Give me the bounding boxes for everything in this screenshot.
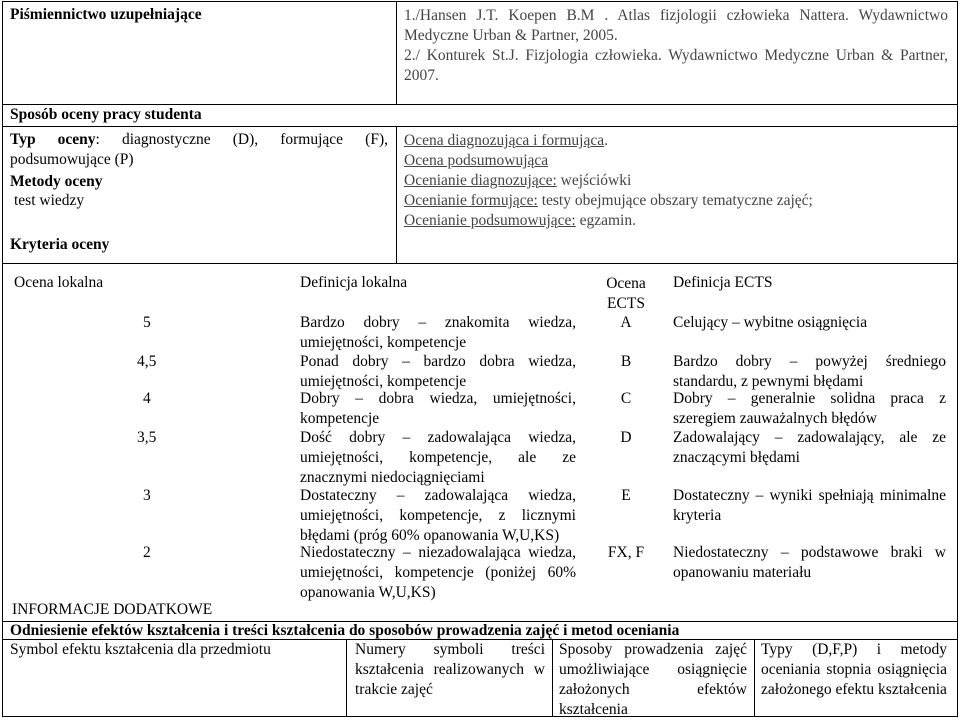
literature-label: Piśmiennictwo uzupełniające [10, 6, 202, 23]
border-after-criteria [2, 263, 958, 264]
border-col-b [346, 639, 347, 717]
grade-row-5-local-def: Dostateczny – zadowalająca wiedza, umiejętności, kompetencje, z licznymi błędami (próg 60% opanowania W,U,KS) [300, 487, 576, 544]
assessment-line-1-text: Ocena diagnozująca i formująca [404, 132, 605, 149]
grade-row-1-local-def: Bardzo dobry – znakomita wiedza, umiejętności, kompetencje [300, 314, 576, 351]
additional-subtitle: Odniesienie efektów kształcenia i treści kształcenia do sposobów prowadzenia zajęć i metod oceniania [10, 622, 680, 639]
border-after-assessment-title [2, 126, 958, 127]
assessment-type-text: : diagnostyczne (D), formujące (F), podsumowujące (P) [10, 131, 388, 168]
grade-row-4-local: 3,5 [137, 429, 157, 446]
additional-col-4: Typy (D,F,P) i metody oceniania stopnia osiągnięcia założonego efektu kształcenia [761, 641, 947, 698]
border-after-literature [2, 104, 958, 105]
assessment-line-4-label: Ocenianie formujące: [404, 192, 538, 209]
grade-row-6-local-def: Niedostateczny – niezadowalająca wiedza, umiejętności, kompetencje (poniżej 60% opanowania W,U,KS) [300, 544, 576, 601]
assessment-line-3 [404, 171, 952, 191]
assessment-line-5-label: Ocenianie podsumowujące: [404, 212, 576, 229]
additional-col-1: Symbol efektu kształcenia dla przedmiotu [10, 641, 271, 658]
grade-row-3-local-def: Dobry – dobra wiedza, umiejętności, kompetencje [300, 390, 576, 427]
assessment-line-3-label: Ocenianie diagnozujące: [404, 172, 557, 189]
border-mid-literature [396, 1, 397, 105]
literature-item-2: 2./ Konturek St.J. Fizjologia człowieka. Wydawnictwo Medyczne Urban & Partner, 2007. [404, 47, 948, 84]
grade-row-5-local: 3 [143, 487, 151, 504]
assessment-line-4 [404, 191, 952, 211]
border-col-c [552, 639, 553, 717]
assessment-type-label: Typ oceny [10, 131, 96, 148]
grade-row-4-ects: D [620, 429, 632, 446]
grade-row-2-local-def: Ponad dobry – bardzo dobra wiedza, umiejętności, kompetencje [300, 353, 576, 390]
assessment-line-4-text: testy obejmujące obszary tematyczne zajęć; [537, 192, 813, 209]
grades-header-ects: Ocena ECTS [606, 275, 646, 312]
grade-row-2-ects-def: Bardzo dobry – powyżej średniego standardu, z pewnymi błędami [673, 353, 946, 390]
assessment-criteria-label: Kryteria oceny [10, 236, 110, 253]
grade-row-3-ects-def: Dobry – generalnie solidna praca z szeregiem zauważalnych błędów [673, 390, 946, 427]
assessment-details [404, 131, 952, 231]
assessment-line-2 [404, 151, 952, 171]
additional-col-3: Sposoby prowadzenia zajęć umożliwiające osiągnięcie założonych efektów kształcenia [559, 641, 747, 718]
grade-row-2-local: 4,5 [137, 353, 157, 370]
grade-row-6-local: 2 [143, 544, 151, 561]
grade-row-1-ects: A [620, 314, 632, 331]
assessment-type [10, 130, 388, 170]
grade-row-6-ects: FX, F [607, 544, 645, 561]
border-left [2, 1, 3, 717]
grades-header-local-def: Definicja lokalna [300, 274, 408, 291]
grade-row-3-local: 4 [143, 390, 151, 407]
assessment-section-title: Sposób oceny pracy studenta [10, 106, 202, 123]
border-right [957, 1, 958, 717]
grade-row-5-ects-def: Dostateczny – wyniki spełniają minimalne kryteria [673, 487, 946, 524]
grade-row-1-ects-def: Celujący – wybitne osiągnięcia [673, 314, 868, 331]
assessment-line-3-text: wejściówki [556, 172, 632, 189]
border-col-d [754, 639, 755, 717]
border-mid-assessment [396, 126, 397, 264]
additional-title: INFORMACJE DODATKOWE [12, 601, 213, 618]
grades-header-ects-def: Definicja ECTS [673, 274, 773, 291]
assessment-methods-label: Metody oceny [10, 173, 103, 190]
grade-row-4-ects-def: Zadowalający – zadowalający, ale ze znaczącymi błędami [673, 429, 946, 466]
grade-row-4-local-def: Dość dobry – zadowalająca wiedza, umiejętności, kompetencje, ale ze znacznymi niedociągnięciami [300, 429, 576, 486]
assessment-methods-text: test wiedzy [14, 192, 85, 209]
assessment-line-1 [404, 131, 952, 151]
border-top [2, 1, 958, 2]
literature-item-1: 1./Hansen J.T. Koepen B.M . Atlas fizjologii człowieka Nattera. Wydawnictwo Medyczne Urban & Partner, 2005. [404, 7, 948, 44]
additional-col-2: Numery symboli treści kształcenia realizowanych w trakcie zajęć [355, 641, 545, 698]
assessment-line-5 [404, 211, 952, 231]
grade-row-5-ects: E [621, 487, 631, 504]
assessment-line-1-tail: . [604, 132, 608, 149]
grade-row-1-local: 5 [143, 314, 151, 331]
grades-header-local: Ocena lokalna [14, 274, 104, 291]
assessment-line-2-text: Ocena podsumowująca [404, 152, 549, 169]
grade-row-3-ects: C [620, 390, 632, 407]
assessment-line-5-text: egzamin. [575, 212, 636, 229]
grade-row-2-ects: B [620, 353, 632, 370]
grade-row-6-ects-def: Niedostateczny – podstawowe braki w opanowaniu materiału [673, 544, 946, 581]
